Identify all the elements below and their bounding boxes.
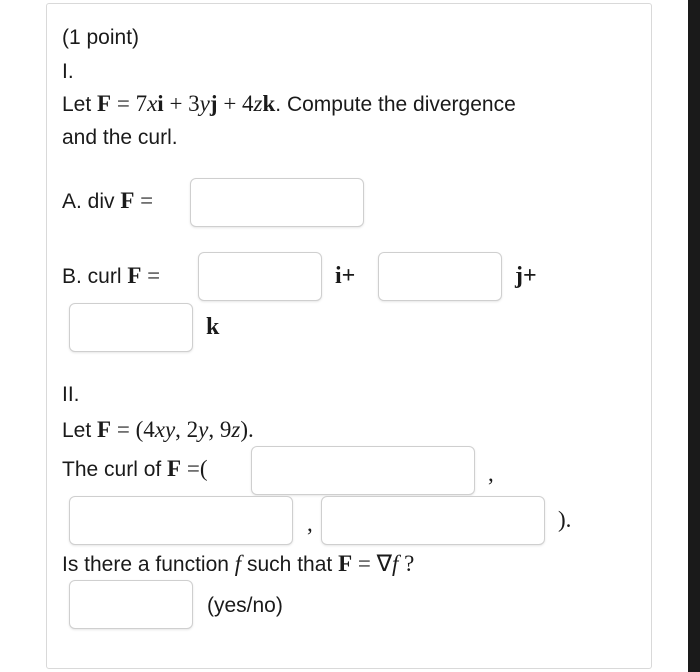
curl2-y-input[interactable] bbox=[69, 496, 293, 545]
intro-let: Let bbox=[62, 93, 98, 116]
curl-label bbox=[62, 264, 160, 289]
close-paren: ). bbox=[558, 507, 572, 532]
yes-no-hint: (yes/no) bbox=[207, 594, 283, 617]
curl-label-math: F = bbox=[127, 263, 161, 288]
i-plus-label: i+ bbox=[335, 263, 356, 289]
div-label-math: F = bbox=[120, 188, 154, 213]
curl-i-input[interactable] bbox=[198, 252, 322, 301]
comma-2: , bbox=[307, 511, 313, 536]
j-plus-label: j+ bbox=[515, 263, 537, 289]
curl-label-text: B. curl bbox=[62, 265, 128, 288]
curl-of-label bbox=[62, 457, 208, 482]
gradient-question-f: f bbox=[234, 551, 242, 576]
gradient-question-math: F = ∇f ? bbox=[338, 551, 415, 576]
window-edge bbox=[688, 0, 700, 672]
gradient-question bbox=[62, 552, 414, 577]
part-1-intro bbox=[62, 92, 516, 117]
curl2-x-input[interactable] bbox=[251, 446, 475, 495]
field-expression: F = 7xi + 3yj + 4zk bbox=[97, 91, 276, 116]
div-label-text: A. div bbox=[62, 190, 121, 213]
yes-no-input[interactable] bbox=[69, 580, 193, 629]
part-2-heading: II. bbox=[62, 383, 80, 406]
curl2-z-input[interactable] bbox=[321, 496, 545, 545]
curl-j-input[interactable] bbox=[378, 252, 502, 301]
part-1-heading: I. bbox=[62, 60, 74, 83]
points-label: (1 point) bbox=[62, 26, 140, 49]
gradient-question-pre: Is there a function bbox=[62, 553, 235, 576]
div-label bbox=[62, 189, 153, 214]
part-2-field-expression: F = (4xy, 2y, 9z). bbox=[97, 417, 254, 442]
intro-rest: . Compute the divergence bbox=[275, 93, 516, 116]
curl-k-input[interactable] bbox=[69, 303, 193, 352]
comma-1: , bbox=[488, 461, 494, 486]
k-label: k bbox=[206, 314, 220, 340]
part-1-intro-line2: and the curl. bbox=[62, 126, 178, 149]
part-2-let: Let bbox=[62, 419, 98, 442]
div-answer-input[interactable] bbox=[190, 178, 364, 227]
curl-of-text: The curl of bbox=[62, 458, 168, 481]
part-2-intro bbox=[62, 418, 254, 443]
curl-of-math: F =( bbox=[167, 456, 208, 481]
gradient-question-mid: such that bbox=[241, 553, 339, 576]
